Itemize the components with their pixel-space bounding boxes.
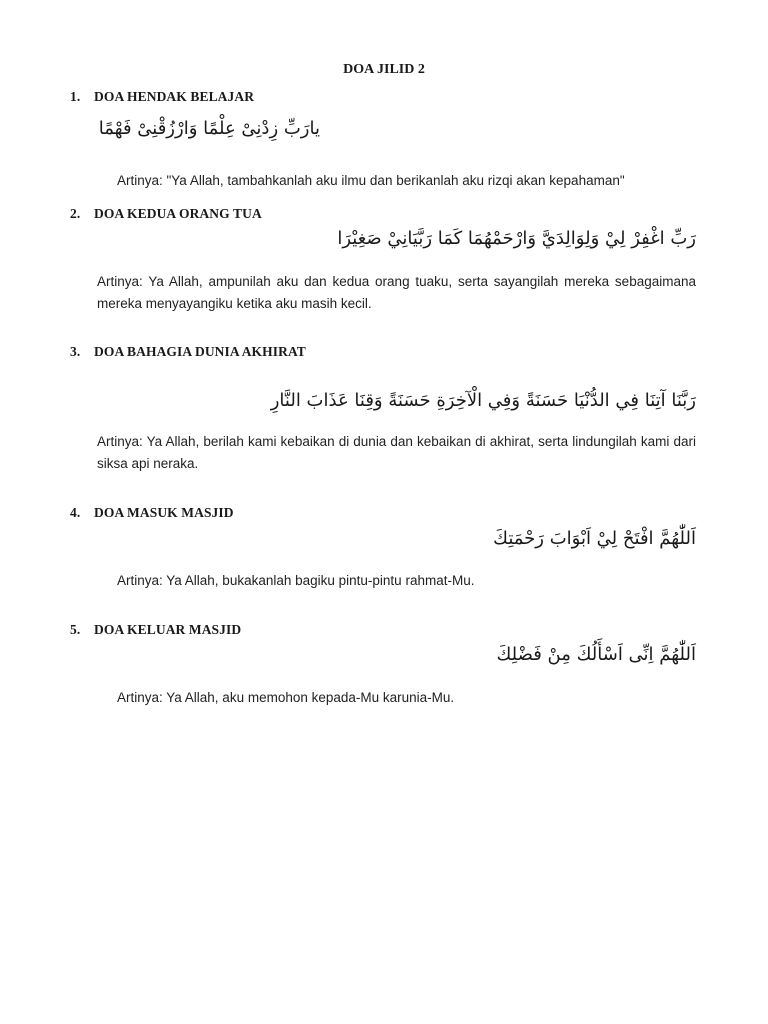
doa-title-3: DOA BAHAGIA DUNIA AKHIRAT: [94, 344, 306, 359]
doa-title-5: DOA KELUAR MASJID: [94, 622, 242, 637]
doa-heading-2: [70, 206, 262, 222]
doa-number-2: 2.: [70, 206, 81, 221]
doa-meaning-5: Artinya: Ya Allah, aku memohon kepada-Mu karunia-Mu.: [117, 690, 455, 705]
doa-meaning-2: Artinya: Ya Allah, ampunilah aku dan kedua orang tuaku, serta sayangilah mereka sebagaimana mereka menyayangiku ketika aku masih kecil.: [97, 274, 696, 311]
doa-arabic-1: يارَبِّ زِدْنِىْ عِلْمًا وَارْزُقْنِىْ فَهْمًا: [98, 118, 320, 139]
doa-arabic-4: اَللّٰهُمَّ افْتَحْ لِيْ اَبْوَابَ رَحْمَتِكَ: [493, 528, 696, 549]
doa-title-4: DOA MASUK MASJID: [94, 505, 234, 520]
doa-arabic-5: اَللّٰهُمَّ اِنِّى اَسْأَلُكَ مِنْ فَضْلِكَ: [496, 644, 696, 665]
doa-heading-1: [70, 89, 254, 105]
doa-meaning-3: Artinya: Ya Allah, berilah kami kebaikan di dunia dan kebaikan di akhirat, serta lindungilah kami dari siksa api neraka.: [97, 434, 696, 471]
doa-arabic-3: رَبَّنَا آتِنَا فِي الدُّنْيَا حَسَنَةً وَفِي الْآخِرَةِ حَسَنَةً وَقِنَا عَذَابَ النَّارِ: [270, 390, 696, 411]
doa-arabic-2: رَبِّ اغْفِرْ لِيْ وَلِوَالِدَيَّ وَارْحَمْهُمَا كَمَا رَبَّيَانِيْ صَغِيْرَا: [337, 228, 696, 249]
doa-number-5: 5.: [70, 622, 81, 637]
document-title: DOA JILID 2: [343, 62, 425, 77]
doa-title-1: DOA HENDAK BELAJAR: [94, 89, 255, 104]
doa-number-1: 1.: [70, 89, 81, 104]
doa-meaning-1: Artinya: "Ya Allah, tambahkanlah aku ilmu dan berikanlah aku rizqi akan kepahaman": [117, 173, 625, 188]
doa-heading-3: [70, 344, 306, 360]
doa-heading-4: [70, 505, 234, 521]
doa-number-3: 3.: [70, 344, 81, 359]
doa-heading-5: [70, 622, 241, 638]
doa-title-2: DOA KEDUA ORANG TUA: [94, 206, 262, 221]
doa-meaning-4: Artinya: Ya Allah, bukakanlah bagiku pintu-pintu rahmat-Mu.: [117, 573, 475, 588]
doa-number-4: 4.: [70, 505, 81, 520]
